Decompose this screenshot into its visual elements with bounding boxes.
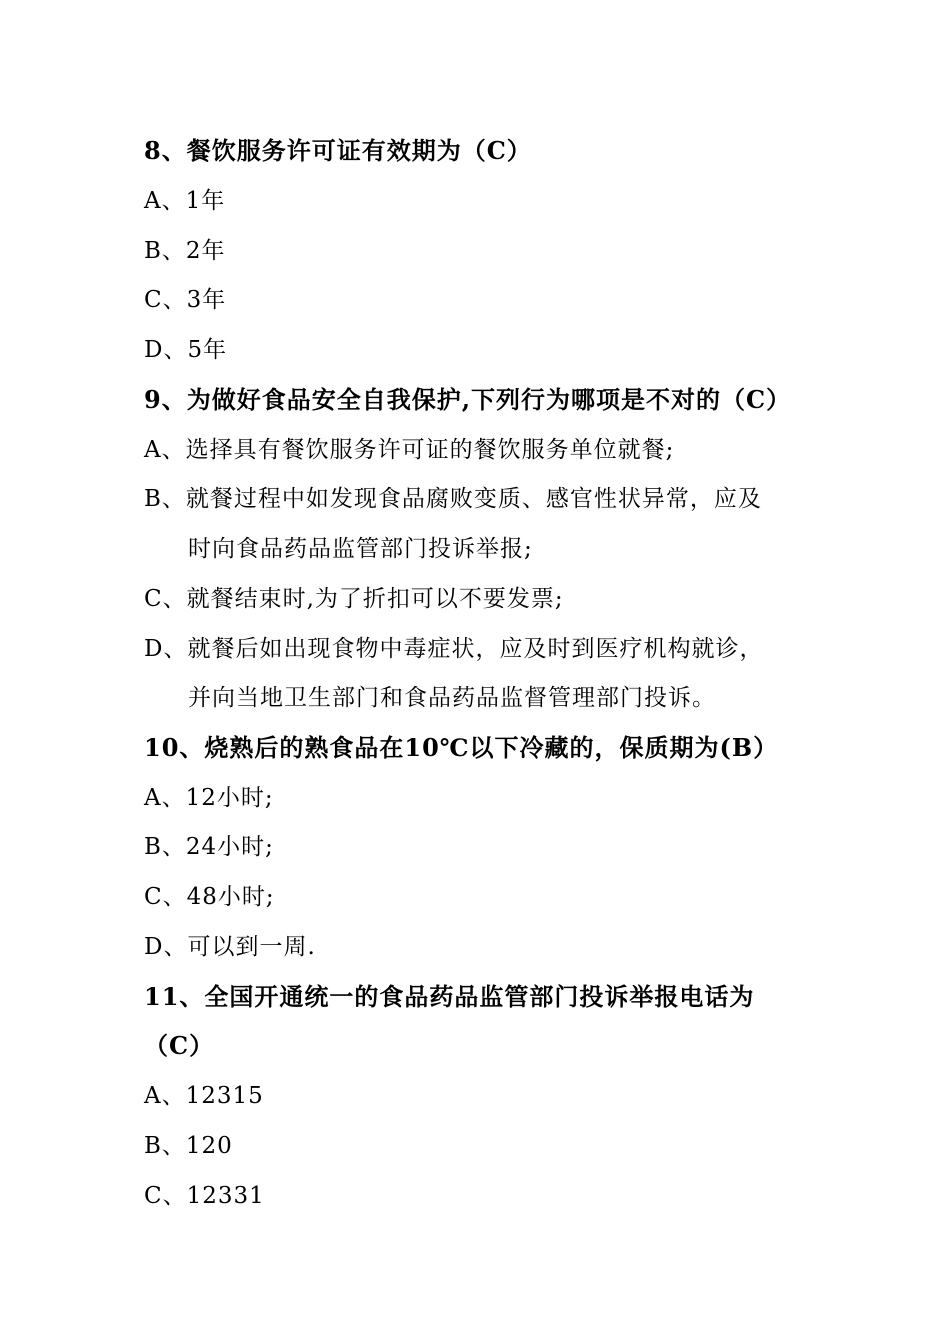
- question-9-option-b: B、就餐过程中如发现食品腐败变质、感官性状异常，应及: [144, 486, 762, 512]
- question-8-option-d: D、5年: [144, 337, 228, 363]
- question-10-option-b: B、24小时;: [144, 834, 274, 860]
- question-9-title: 9、为做好食品安全自我保护,下列行为哪项是不对的（C）: [144, 385, 792, 414]
- question-10-title: 10、烧熟后的熟食品在10℃以下冷藏的，保质期为(B）: [144, 733, 779, 762]
- question-11-option-c: C、12331: [144, 1183, 265, 1209]
- question-9-option-c: C、就餐结束时,为了折扣可以不要发票;: [144, 586, 564, 612]
- question-11-title-continued: （C）: [144, 1031, 215, 1060]
- question-10-option-a: A、12小时;: [144, 785, 274, 811]
- question-8-option-a: A、1年: [144, 188, 226, 214]
- question-11-option-a: A、12315: [144, 1083, 264, 1109]
- question-10-option-c: C、48小时;: [144, 884, 275, 910]
- question-11-option-b: B、120: [144, 1133, 233, 1159]
- question-11-title: 11、全国开通统一的食品药品监管部门投诉举报电话为: [144, 982, 755, 1011]
- question-10-option-d: D、可以到一周.: [144, 934, 316, 960]
- question-9-option-d-continued: 并向当地卫生部门和食品药品监督管理部门投诉。: [188, 685, 716, 711]
- question-8-title: 8、餐饮服务许可证有效期为（C）: [144, 136, 532, 165]
- question-8-option-c: C、3年: [144, 287, 227, 313]
- question-8-option-b: B、2年: [144, 238, 226, 264]
- question-9-option-b-continued: 时向食品药品监管部门投诉举报;: [188, 536, 533, 562]
- question-9-option-a: A、选择具有餐饮服务许可证的餐饮服务单位就餐;: [144, 437, 675, 463]
- question-9-option-d: D、就餐后如出现食物中毒症状，应及时到医疗机构就诊，: [144, 636, 764, 662]
